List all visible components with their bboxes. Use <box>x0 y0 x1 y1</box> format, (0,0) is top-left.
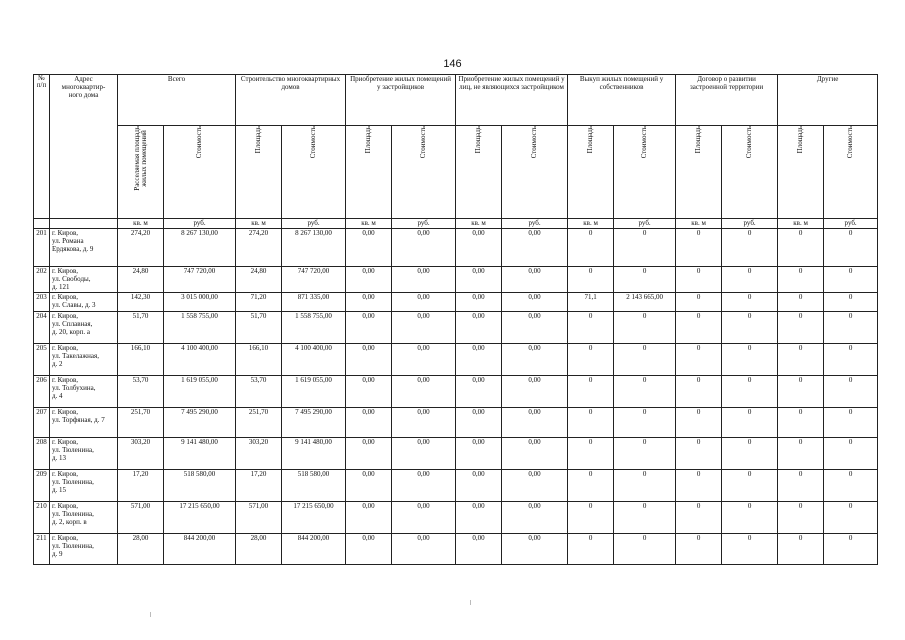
cell-area: 303,20 <box>236 438 282 470</box>
unit-area: кв. м <box>346 219 392 229</box>
cell-cost: 0,00 <box>502 293 568 312</box>
cell-cost: 3 015 000,00 <box>164 293 236 312</box>
cell-cost: 0 <box>824 408 878 438</box>
cell-area: 251,70 <box>118 408 164 438</box>
row-number: 205 <box>34 344 50 376</box>
cell-area: 0,00 <box>346 293 392 312</box>
cell-area: 51,70 <box>118 312 164 344</box>
cell-cost: 0 <box>614 534 676 565</box>
cell-area: 0,00 <box>346 502 392 534</box>
cell-area: 0,00 <box>346 438 392 470</box>
table-body <box>34 229 878 565</box>
cell-area: 0 <box>568 267 614 293</box>
cell-cost: 0,00 <box>392 376 456 408</box>
row-address: г. Киров, ул. Тюленина, д. 2, корп. в <box>50 502 118 534</box>
table-row <box>34 502 878 534</box>
cell-area: 0,00 <box>456 293 502 312</box>
cell-cost: 0,00 <box>392 267 456 293</box>
housing-resettlement-table <box>33 74 878 565</box>
cell-area: 53,70 <box>118 376 164 408</box>
group-header-purchase-non-developers: Приобретение жилых помещений у лиц, не являющихся застройщиком <box>456 75 568 126</box>
row-address: г. Киров, ул. Тюленина, д. 15 <box>50 470 118 502</box>
cell-cost: 0 <box>614 376 676 408</box>
unit-cost: руб. <box>502 219 568 229</box>
cell-area: 0,00 <box>346 534 392 565</box>
cell-area: 0 <box>778 376 824 408</box>
cell-cost: 871 335,00 <box>282 293 346 312</box>
cell-area: 0,00 <box>456 534 502 565</box>
cell-cost: 0,00 <box>502 312 568 344</box>
subheader-area: Площадь <box>346 126 392 219</box>
cell-area: 0,00 <box>346 312 392 344</box>
cell-area: 0 <box>778 502 824 534</box>
cell-area: 0,00 <box>346 267 392 293</box>
row-address: г. Киров, ул. Такелажная, д. 2 <box>50 344 118 376</box>
cell-area: 0 <box>568 470 614 502</box>
cell-cost: 1 619 055,00 <box>282 376 346 408</box>
cell-cost: 0 <box>722 534 778 565</box>
cell-area: 51,70 <box>236 312 282 344</box>
table-row <box>34 438 878 470</box>
cell-area: 166,10 <box>236 344 282 376</box>
cell-area: 0,00 <box>346 229 392 267</box>
cell-area: 28,00 <box>236 534 282 565</box>
cell-area: 0 <box>778 438 824 470</box>
cell-area: 0 <box>676 502 722 534</box>
row-address: г. Киров, ул. Славы, д. 3 <box>50 293 118 312</box>
group-header-purchase-developers: Приобретение жилых помещений у застройщиков <box>346 75 456 126</box>
cell-cost: 0,00 <box>392 293 456 312</box>
cell-area: 53,70 <box>236 376 282 408</box>
cell-cost: 1 558 755,00 <box>282 312 346 344</box>
row-number: 201 <box>34 229 50 267</box>
subheader-cost: Стоимость <box>164 126 236 219</box>
cell-cost: 0 <box>824 312 878 344</box>
subheader-cost: Стоимость <box>392 126 456 219</box>
cell-area: 0 <box>676 312 722 344</box>
col-header-address: Адрес многоквартир- ного дома <box>50 75 118 219</box>
row-address: г. Киров, ул. Свободы, д. 121 <box>50 267 118 293</box>
cell-area: 0 <box>676 229 722 267</box>
cell-area: 0 <box>676 470 722 502</box>
cell-cost: 0 <box>824 344 878 376</box>
row-number: 203 <box>34 293 50 312</box>
cell-area: 0,00 <box>456 376 502 408</box>
cell-cost: 0 <box>614 267 676 293</box>
row-address: г. Киров, ул. Сплавная, д. 20, корп. а <box>50 312 118 344</box>
cell-cost: 0 <box>722 376 778 408</box>
subheader-cost: Стоимость <box>282 126 346 219</box>
table-row <box>34 470 878 502</box>
cell-cost: 0 <box>614 344 676 376</box>
cell-area: 571,00 <box>236 502 282 534</box>
col-header-num: № п/п <box>34 75 50 219</box>
group-header-construction: Строительство многоквартирных домов <box>236 75 346 126</box>
cell-cost: 0 <box>614 438 676 470</box>
scan-speck <box>470 600 471 605</box>
cell-area: 274,20 <box>236 229 282 267</box>
row-number: 206 <box>34 376 50 408</box>
cell-cost: 747 720,00 <box>282 267 346 293</box>
cell-cost: 7 495 290,00 <box>164 408 236 438</box>
unit-area: кв. м <box>676 219 722 229</box>
cell-area: 0,00 <box>456 267 502 293</box>
cell-area: 17,20 <box>236 470 282 502</box>
cell-cost: 0 <box>824 267 878 293</box>
cell-cost: 0,00 <box>502 502 568 534</box>
cell-cost: 0,00 <box>392 438 456 470</box>
cell-cost: 0 <box>722 267 778 293</box>
row-address: г. Киров, ул. Романа Ердякова, д. 9 <box>50 229 118 267</box>
cell-cost: 0,00 <box>502 229 568 267</box>
row-address: г. Киров, ул. Толбухина, д. 4 <box>50 376 118 408</box>
cell-area: 17,20 <box>118 470 164 502</box>
cell-cost: 0,00 <box>392 502 456 534</box>
table-row <box>34 344 878 376</box>
cell-cost: 9 141 480,00 <box>164 438 236 470</box>
subheader-resettled-area: Расселяемая площадь жилых помещений <box>118 126 164 219</box>
cell-cost: 0,00 <box>502 470 568 502</box>
cell-cost: 4 100 400,00 <box>282 344 346 376</box>
cell-cost: 0 <box>614 229 676 267</box>
cell-area: 0,00 <box>456 438 502 470</box>
subheader-area: Площадь <box>778 126 824 219</box>
table-row <box>34 267 878 293</box>
cell-cost: 0 <box>824 470 878 502</box>
cell-cost: 0,00 <box>502 344 568 376</box>
cell-cost: 0 <box>824 229 878 267</box>
cell-cost: 0 <box>824 534 878 565</box>
cell-cost: 518 580,00 <box>164 470 236 502</box>
cell-area: 166,10 <box>118 344 164 376</box>
unit-cost: руб. <box>164 219 236 229</box>
cell-cost: 0 <box>824 293 878 312</box>
cell-area: 0,00 <box>456 408 502 438</box>
cell-area: 24,80 <box>236 267 282 293</box>
subheader-area: Площадь <box>456 126 502 219</box>
cell-cost: 8 267 130,00 <box>164 229 236 267</box>
row-number: 209 <box>34 470 50 502</box>
cell-cost: 0 <box>614 408 676 438</box>
cell-cost: 1 558 755,00 <box>164 312 236 344</box>
cell-area: 0 <box>676 267 722 293</box>
scan-speck <box>150 612 151 617</box>
cell-area: 0,00 <box>456 312 502 344</box>
cell-area: 71,20 <box>236 293 282 312</box>
unit-cost: руб. <box>392 219 456 229</box>
cell-area: 142,30 <box>118 293 164 312</box>
cell-cost: 0,00 <box>502 267 568 293</box>
cell-cost: 0 <box>614 502 676 534</box>
cell-area: 0,00 <box>346 376 392 408</box>
row-number: 204 <box>34 312 50 344</box>
cell-area: 0 <box>568 438 614 470</box>
cell-area: 0,00 <box>346 344 392 376</box>
cell-cost: 0,00 <box>392 534 456 565</box>
cell-cost: 8 267 130,00 <box>282 229 346 267</box>
subheader-cost: Стоимость <box>502 126 568 219</box>
cell-cost: 2 143 665,00 <box>614 293 676 312</box>
cell-area: 0 <box>568 376 614 408</box>
row-number: 208 <box>34 438 50 470</box>
cell-cost: 0,00 <box>502 408 568 438</box>
cell-cost: 0 <box>824 376 878 408</box>
cell-area: 0 <box>778 344 824 376</box>
subheader-cost: Стоимость <box>722 126 778 219</box>
row-number: 210 <box>34 502 50 534</box>
unit-cost: руб. <box>722 219 778 229</box>
cell-area: 0 <box>568 229 614 267</box>
unit-area: кв. м <box>236 219 282 229</box>
cell-area: 0 <box>676 293 722 312</box>
group-header-total: Всего <box>118 75 236 126</box>
row-address: г. Киров, ул. Тюленина, д. 9 <box>50 534 118 565</box>
units-row <box>34 219 878 229</box>
table-row <box>34 408 878 438</box>
cell-area: 0 <box>676 344 722 376</box>
table-row <box>34 293 878 312</box>
unit-area: кв. м <box>778 219 824 229</box>
cell-cost: 0 <box>722 438 778 470</box>
cell-cost: 747 720,00 <box>164 267 236 293</box>
cell-area: 0 <box>568 502 614 534</box>
cell-cost: 17 215 650,00 <box>282 502 346 534</box>
cell-area: 0 <box>568 534 614 565</box>
cell-area: 0,00 <box>456 470 502 502</box>
cell-cost: 518 580,00 <box>282 470 346 502</box>
row-number: 202 <box>34 267 50 293</box>
cell-cost: 0 <box>824 502 878 534</box>
cell-cost: 0,00 <box>392 408 456 438</box>
cell-area: 0 <box>676 408 722 438</box>
group-header-buyout: Выкуп жилых помещений у собственников <box>568 75 676 126</box>
cell-area: 274,20 <box>118 229 164 267</box>
row-number: 211 <box>34 534 50 565</box>
cell-area: 571,00 <box>118 502 164 534</box>
unit-cost: руб. <box>282 219 346 229</box>
cell-cost: 17 215 650,00 <box>164 502 236 534</box>
cell-area: 0 <box>568 408 614 438</box>
cell-cost: 844 200,00 <box>164 534 236 565</box>
cell-cost: 0 <box>722 344 778 376</box>
unit-area: кв. м <box>456 219 502 229</box>
cell-area: 24,80 <box>118 267 164 293</box>
table-row <box>34 534 878 565</box>
cell-area: 0,00 <box>456 229 502 267</box>
cell-area: 0 <box>778 267 824 293</box>
cell-cost: 0,00 <box>392 470 456 502</box>
subheader-area: Площадь <box>676 126 722 219</box>
group-header-development-agreement: Договор о развитии застроенной территории <box>676 75 778 126</box>
cell-area: 0 <box>778 293 824 312</box>
unit-cost: руб. <box>614 219 676 229</box>
cell-area: 0 <box>676 438 722 470</box>
table-row <box>34 312 878 344</box>
table-row <box>34 229 878 267</box>
cell-area: 0 <box>568 344 614 376</box>
cell-area: 0 <box>778 470 824 502</box>
cell-cost: 0,00 <box>502 438 568 470</box>
unit-cost: руб. <box>824 219 878 229</box>
cell-area: 0 <box>778 408 824 438</box>
cell-cost: 0,00 <box>392 312 456 344</box>
cell-area: 0 <box>676 376 722 408</box>
unit-area: кв. м <box>118 219 164 229</box>
cell-area: 0,00 <box>346 408 392 438</box>
subheader-cost: Стоимость <box>614 126 676 219</box>
cell-area: 0 <box>778 312 824 344</box>
cell-area: 0,00 <box>456 502 502 534</box>
cell-area: 303,20 <box>118 438 164 470</box>
subheader-cost: Стоимость <box>824 126 878 219</box>
cell-cost: 0,00 <box>392 344 456 376</box>
cell-cost: 0 <box>722 293 778 312</box>
subheader-area: Площадь <box>236 126 282 219</box>
cell-cost: 0 <box>722 502 778 534</box>
cell-cost: 0,00 <box>502 376 568 408</box>
cell-area: 0 <box>778 229 824 267</box>
group-header-other: Другие <box>778 75 878 126</box>
cell-cost: 0 <box>824 438 878 470</box>
cell-area: 0 <box>676 534 722 565</box>
cell-cost: 1 619 055,00 <box>164 376 236 408</box>
cell-area: 0 <box>568 312 614 344</box>
row-address: г. Киров, ул. Тюленина, д. 13 <box>50 438 118 470</box>
cell-area: 0 <box>778 534 824 565</box>
cell-cost: 0,00 <box>502 534 568 565</box>
cell-area: 251,70 <box>236 408 282 438</box>
cell-cost: 9 141 480,00 <box>282 438 346 470</box>
cell-cost: 4 100 400,00 <box>164 344 236 376</box>
cell-cost: 0 <box>722 470 778 502</box>
cell-cost: 0 <box>722 408 778 438</box>
cell-cost: 7 495 290,00 <box>282 408 346 438</box>
cell-area: 28,00 <box>118 534 164 565</box>
cell-cost: 0,00 <box>392 229 456 267</box>
subheader-area: Площадь <box>568 126 614 219</box>
cell-cost: 0 <box>722 312 778 344</box>
table-row <box>34 376 878 408</box>
cell-cost: 0 <box>722 229 778 267</box>
cell-area: 0,00 <box>346 470 392 502</box>
page-number: 146 <box>443 58 462 70</box>
cell-cost: 844 200,00 <box>282 534 346 565</box>
cell-cost: 0 <box>614 312 676 344</box>
cell-cost: 0 <box>614 470 676 502</box>
cell-area: 71,1 <box>568 293 614 312</box>
row-address: г. Киров, ул. Торфяная, д. 7 <box>50 408 118 438</box>
cell-area: 0,00 <box>456 344 502 376</box>
unit-area: кв. м <box>568 219 614 229</box>
row-number: 207 <box>34 408 50 438</box>
